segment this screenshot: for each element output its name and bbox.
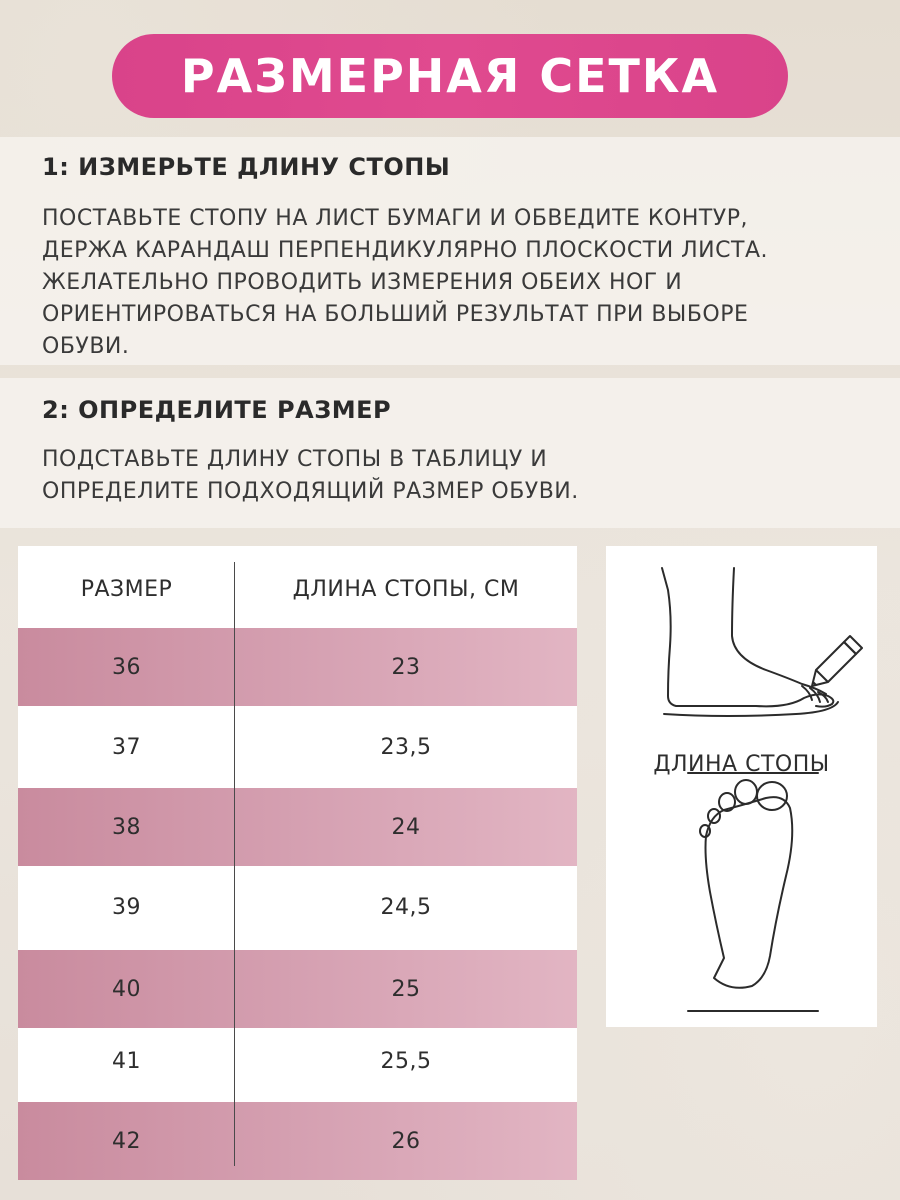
step2-text	[42, 444, 872, 508]
foot-illustration-panel	[606, 546, 877, 1027]
step2-panel	[0, 378, 900, 528]
step1-panel	[0, 137, 900, 365]
size-cell: 36	[112, 654, 141, 680]
table-row	[18, 708, 577, 786]
step1-text	[42, 203, 872, 363]
length-cell: 24,5	[380, 894, 432, 920]
foot-sole-icon	[688, 773, 818, 1011]
page-title: РАЗМЕРНАЯ СЕТКА	[180, 49, 720, 103]
size-cell: 39	[112, 894, 141, 920]
step2-line: ОПРЕДЕЛИТЕ ПОДХОДЯЩИЙ РАЗМЕР ОБУВИ.	[42, 479, 579, 504]
size-cell: 41	[112, 1048, 141, 1074]
length-cell: 25,5	[380, 1048, 432, 1074]
size-cell: 38	[112, 814, 141, 840]
foot-length-label: ДЛИНА СТОПЫ	[653, 752, 830, 777]
table-header-row	[18, 550, 577, 628]
table-row	[18, 950, 577, 1028]
length-cell: 23,5	[380, 734, 432, 760]
table-row	[18, 1102, 577, 1180]
pencil-icon	[812, 636, 862, 686]
foot-illustration	[606, 546, 877, 1027]
step2-title: 2: ОПРЕДЕЛИТЕ РАЗМЕР	[42, 396, 392, 424]
length-cell: 26	[391, 1128, 421, 1154]
table-row	[18, 1022, 577, 1100]
step2-line: ПОДСТАВЬТЕ ДЛИНУ СТОПЫ В ТАБЛИЦУ И	[42, 447, 548, 472]
step1-title: 1: ИЗМЕРЬТЕ ДЛИНУ СТОПЫ	[42, 153, 451, 181]
step1-line: ЖЕЛАТЕЛЬНО ПРОВОДИТЬ ИЗМЕРЕНИЯ ОБЕИХ НОГ И	[42, 270, 683, 295]
table-row	[18, 788, 577, 866]
size-cell: 37	[112, 734, 141, 760]
size-cell: 42	[112, 1128, 141, 1154]
page-title-banner	[112, 34, 788, 118]
header-size: РАЗМЕР	[80, 576, 173, 602]
step1-line: ОБУВИ.	[42, 334, 130, 359]
length-cell: 25	[391, 976, 421, 1002]
length-cell: 24	[391, 814, 421, 840]
step1-line: ОРИЕНТИРОВАТЬСЯ НА БОЛЬШИЙ РЕЗУЛЬТАТ ПРИ ВЫБОРЕ	[42, 302, 749, 327]
step1-line: ДЕРЖА КАРАНДАШ ПЕРПЕНДИКУЛЯРНО ПЛОСКОСТИ ЛИСТА.	[42, 238, 768, 263]
column-divider	[234, 562, 235, 1166]
step1-line: ПОСТАВЬТЕ СТОПУ НА ЛИСТ БУМАГИ И ОБВЕДИТЕ КОНТУР,	[42, 206, 748, 231]
size-table	[18, 546, 577, 1179]
header-foot-length: ДЛИНА СТОПЫ, СМ	[292, 576, 520, 602]
table-row	[18, 868, 577, 946]
length-cell: 23	[391, 654, 421, 680]
table-row	[18, 628, 577, 706]
foot-side-view-icon	[662, 568, 838, 716]
size-cell: 40	[112, 976, 141, 1002]
